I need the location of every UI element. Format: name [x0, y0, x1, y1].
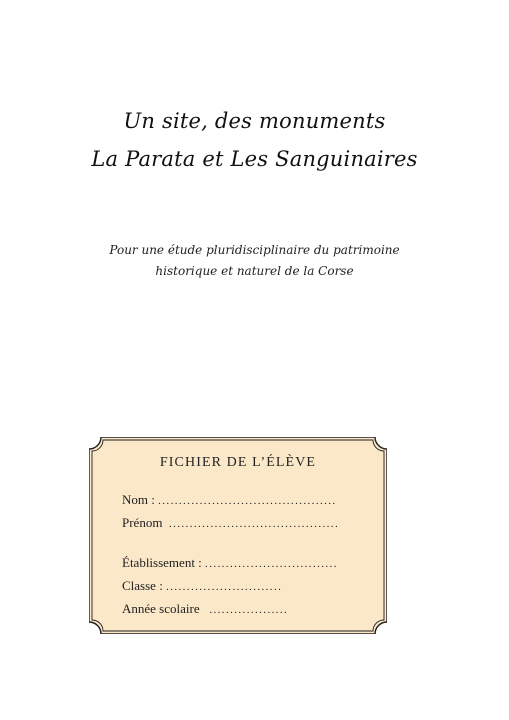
field-label: Année scolaire: [122, 601, 200, 616]
field-annee-scolaire[interactable]: [122, 601, 288, 617]
field-label: Prénom: [122, 515, 163, 530]
field-nom[interactable]: [122, 492, 337, 508]
field-dots: ...................: [209, 604, 289, 616]
subtitle-line-2: historique et naturel de la Corse: [155, 264, 354, 278]
field-prenom[interactable]: [122, 515, 339, 531]
field-dots: ............................: [166, 581, 283, 593]
field-label: Classe :: [122, 578, 163, 593]
document-subtitle: [0, 240, 509, 282]
field-classe[interactable]: [122, 578, 282, 594]
subtitle-line-1: Pour une étude pluridisciplinaire du patrimoine: [109, 243, 400, 257]
card-heading: FICHIER DE L’ÉLÈVE: [159, 455, 317, 470]
field-label: Établissement :: [122, 555, 202, 570]
field-dots: .........................................: [168, 518, 340, 530]
document-title: [0, 102, 509, 178]
title-line-1: Un site, des monuments: [123, 109, 386, 133]
field-dots: ...........................................: [158, 495, 337, 507]
field-etablissement[interactable]: [122, 555, 338, 571]
title-line-2: La Parata et Les Sanguinaires: [91, 147, 418, 171]
field-dots: ................................: [205, 558, 338, 570]
field-label: Nom :: [122, 492, 155, 507]
student-file-card: [89, 437, 387, 634]
